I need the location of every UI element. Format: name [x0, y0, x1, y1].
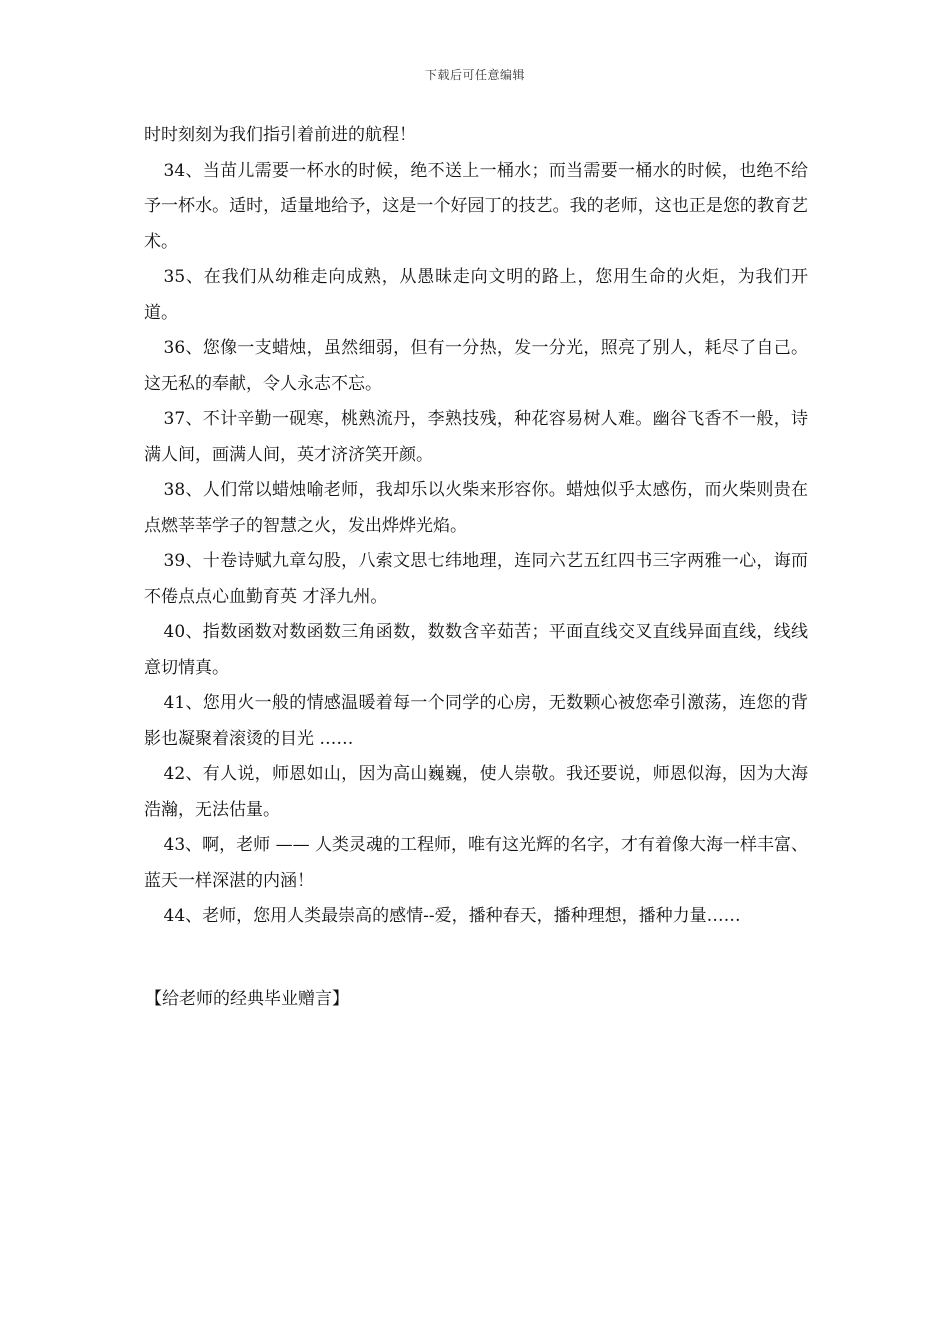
body-text — [144, 118, 808, 935]
paragraph-39: 39、十卷诗赋九章勾股，八索文思七纬地理，连同六艺五红四书三字两雅一心，诲而不倦点点心血勤育英 才泽九州。 — [144, 551, 808, 607]
paragraph-43: 43、啊，老师 —— 人类灵魂的工程师，唯有这光辉的名字，才有着像大海一样丰富、蓝天一样深湛的内涵！ — [144, 835, 808, 891]
paragraph-44: 44、老师，您用人类最崇高的感情--爱，播种春天，播种理想，播种力量…… — [163, 906, 741, 926]
header-note: 下载后可任意编辑 — [424, 68, 525, 82]
paragraph-continuation: 时时刻刻为我们指引着前进的航程！ — [144, 125, 416, 145]
section-heading: 【给老师的经典毕业赠言】 — [145, 989, 349, 1009]
paragraph-36: 36、您像一支蜡烛，虽然细弱，但有一分热，发一分光，照亮了别人，耗尽了自己。这无私的奉献，令人永志不忘。 — [144, 338, 808, 394]
paragraph-38: 38、人们常以蜡烛喻老师，我却乐以火柴来形容你。蜡烛似乎太感伤，而火柴则贵在点燃莘莘学子的智慧之火，发出烨烨光焰。 — [144, 480, 808, 536]
paragraph-35: 35、在我们从幼稚走向成熟，从愚昧走向文明的路上，您用生命的火炬，为我们开道。 — [144, 267, 808, 323]
paragraph-40: 40、指数函数对数函数三角函数，数数含辛茹苦；平面直线交叉直线异面直线，线线意切情真。 — [144, 622, 808, 678]
paragraph-37: 37、不计辛勤一砚寒，桃熟流丹，李熟技残，种花容易树人难。幽谷飞香不一般，诗满人间，画满人间，英才济济笑开颜。 — [144, 409, 808, 465]
paragraph-41: 41、您用火一般的情感温暖着每一个同学的心房，无数颗心被您牵引激荡，连您的背影也凝聚着滚烫的目光 …… — [144, 693, 808, 749]
paragraph-34: 34、当苗儿需要一杯水的时候，绝不送上一桶水；而当需要一桶水的时候，也绝不给予一杯水。适时，适量地给予，这是一个好园丁的技艺。我的老师，这也正是您的教育艺术。 — [144, 160, 808, 252]
paragraph-42: 42、有人说，师恩如山，因为高山巍巍，使人崇敬。我还要说，师恩似海，因为大海浩瀚，无法估量。 — [144, 764, 808, 820]
